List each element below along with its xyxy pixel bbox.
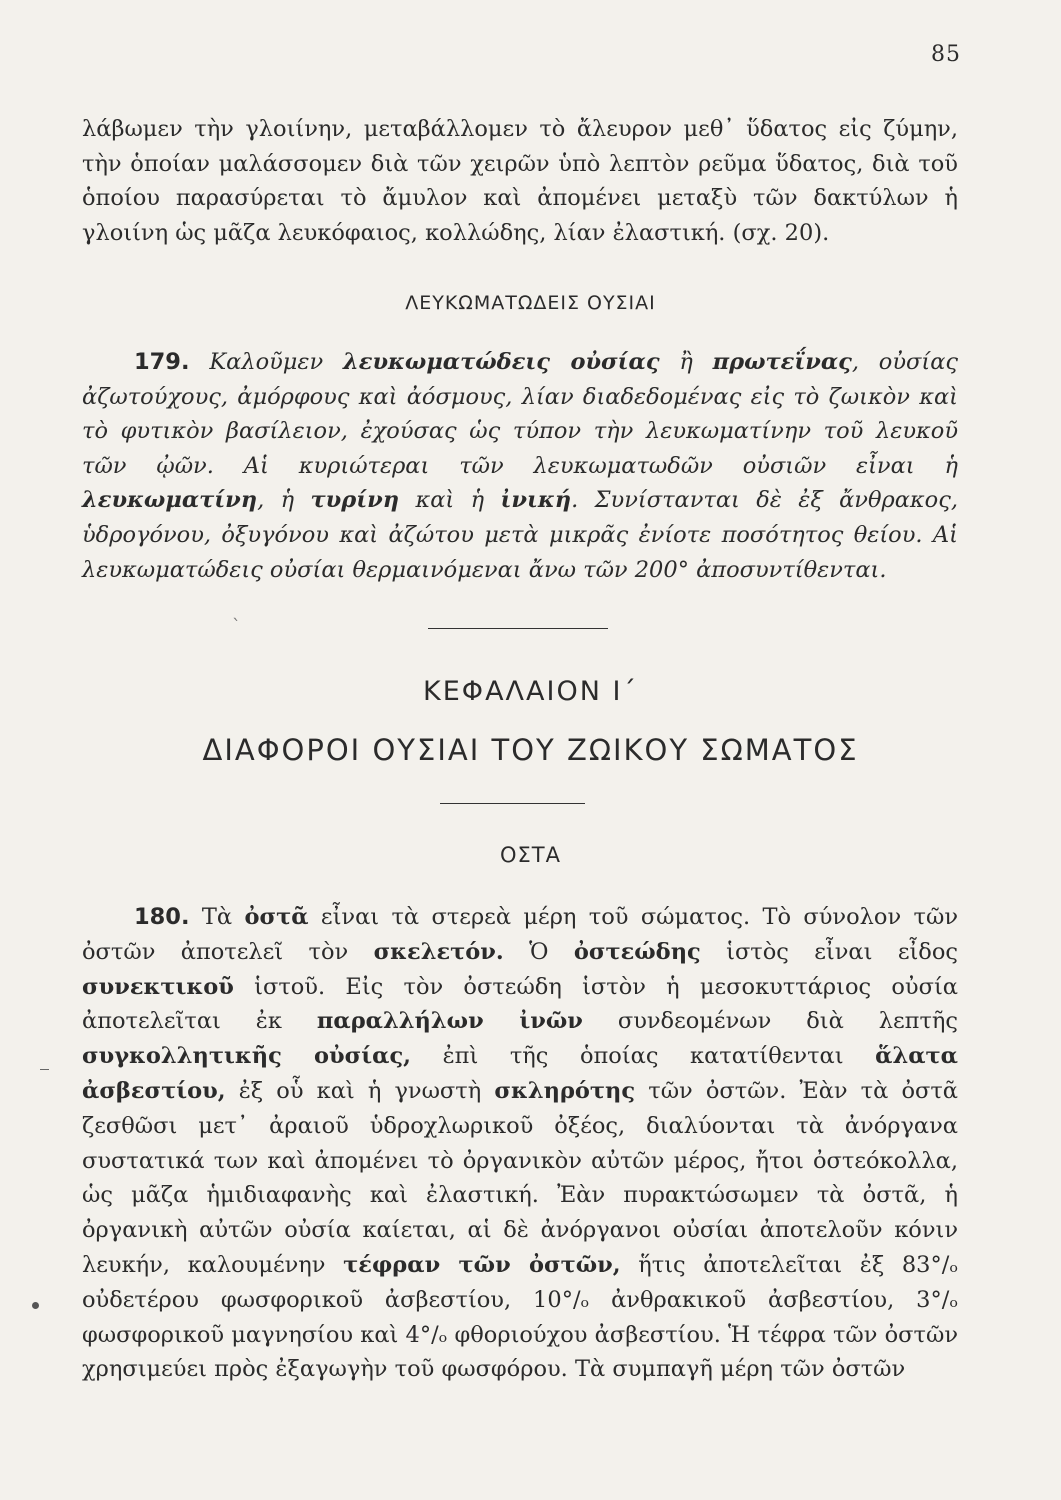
bold-term: τυρίνη bbox=[310, 487, 400, 514]
text-run: , ἡ bbox=[257, 487, 311, 514]
margin-dot-mark bbox=[32, 1302, 39, 1309]
text-run: Ὁ bbox=[503, 938, 574, 965]
section-number-180: 180. bbox=[134, 904, 190, 930]
bold-term: σκελετόν. bbox=[373, 938, 504, 965]
bold-term: ὀστᾶ bbox=[244, 904, 309, 930]
chapter-label: ΚΕΦΑΛΑΙΟΝ Ι΄ bbox=[423, 676, 638, 707]
section-number-179: 179. bbox=[134, 349, 190, 375]
text-run: ἐξ οὗ καὶ ἡ γνωστὴ bbox=[225, 1077, 495, 1104]
bold-term: ἰνική bbox=[500, 487, 572, 514]
paragraph-180 bbox=[82, 900, 958, 1387]
bold-term: συγκολλητικῆς οὐσίας, bbox=[82, 1043, 411, 1070]
paragraph-179 bbox=[82, 345, 958, 587]
stray-mark: ˋ bbox=[232, 616, 241, 637]
text-run: συνδεομένων διὰ λεπτῆς bbox=[582, 1008, 959, 1035]
bold-term: λευκωματώδεις οὐσίας bbox=[342, 349, 660, 375]
text-run: ἐπὶ τῆς ὁποίας κατατίθενται bbox=[411, 1043, 876, 1070]
chapter-title: ΔΙΑΦΟΡΟΙ ΟΥΣΙΑΙ ΤΟΥ ΖΩΙΚΟΥ ΣΩΜΑΤΟΣ bbox=[202, 733, 859, 767]
section-heading-bones: ΟΣΤΑ bbox=[500, 843, 561, 867]
text-run: ἢ bbox=[659, 349, 713, 375]
intro-paragraph: λάβωμεν τὴν γλοιίνην, μεταβάλλομεν τὸ ἄλευρον μεθ᾽ ὕδατος εἰς ζύμην, τὴν ὁποίαν μαλάσσομεν διὰ τῶν χειρῶν ὑπὸ λεπτὸν ρεῦμα ὕδατος, διὰ τοῦ ὁποίου παρασύρεται τὸ ἄμυλον καὶ ἀπομένει μεταξὺ τῶν δακτύλων ἡ γλοιίνη ὡς μᾶζα λευκόφαιος, κολλώδης, λίαν ἐλαστική. (σχ. 20). bbox=[82, 116, 958, 246]
text-run: καὶ ἡ bbox=[399, 487, 501, 514]
text-run: εἶναι τὰ στερεὰ μέρη τοῦ σώματος. Τὸ σύνολον τῶν ὀστῶν ἀποτελεῖ τὸν bbox=[82, 904, 958, 965]
divider-rule-bottom bbox=[440, 803, 585, 804]
bold-term: τέφραν τῶν ὀστῶν, bbox=[343, 1251, 621, 1278]
text-run: Τὰ bbox=[189, 904, 245, 930]
section-heading-albuminoids: ΛΕΥΚΩΜΑΤΩΔΕΙΣ ΟΥΣΙΑΙ bbox=[405, 292, 656, 314]
bold-term: ὀστεώδης bbox=[573, 938, 701, 965]
bold-term: λευκωματίνη bbox=[82, 487, 258, 514]
text-run: Καλοῦμεν bbox=[189, 349, 343, 375]
text-run: , οὐσίας ἀζωτούχους, ἀμόρφους καὶ ἀόσμους, λίαν διαδεδομένας εἰς τὸ ζωικὸν καὶ τὸ φυτικὸν βασίλειον, ἐχούσας ὡς τύπον τὴν λευκωματίνην τοῦ λευκοῦ τῶν ᾠῶν. Αἱ κυριώτεραι τῶν λευκωματωδῶν οὐσιῶν εἶναι ἡ bbox=[82, 349, 958, 479]
text-run: ἥτις ἀποτελεῖται ἐξ 83°/ₒ οὐδετέρου φωσφορικοῦ ἀσβεστίου, 10°/ₒ ἀνθρακικοῦ ἀσβεστίου, 3°/ₒ φωσφορικοῦ μαγνησίου καὶ 4°/ₒ φθοριούχου ἀσβεστίου. Ἡ τέφρα τῶν ὀστῶν χρησιμεύει πρὸς ἐξαγωγὴν τοῦ φωσφόρου. Τὰ συμπαγῆ μέρη τῶν ὀστῶν bbox=[82, 1251, 958, 1383]
margin-dash-mark bbox=[40, 1069, 49, 1070]
page-number: 85 bbox=[931, 42, 961, 67]
text-run: ἱστοῦ. Εἰς τὸν ὀστεώδη ἱστὸν ἡ μεσοκυττάριος οὐσία ἀποτελεῖται ἐκ bbox=[82, 973, 958, 1035]
text-run: τῶν ὀστῶν. Ἐὰν τὰ ὀστᾶ ζεσθῶσι μετ᾽ ἀραιοῦ ὑδροχλωρικοῦ ὀξέος, διαλύονται τὰ ἀνόργανα συστατικά των καὶ ἀπομένει τὸ ὀργανικὸν αὐτῶν μέρος, ἤτοι ὀστεόκολλα, ὡς μᾶζα ἡμιδιαφανὴς καὶ ἐλαστική. Ἐὰν πυρακτώσωμεν τὰ ὀστᾶ, ἡ ὀργανικὴ αὐτῶν οὐσία καίεται, αἱ δὲ ἀνόργανοι οὐσίαι ἀποτελοῦν κόνιν λευκήν, καλουμένην bbox=[82, 1077, 958, 1278]
bold-term: πρωτεΐνας bbox=[712, 349, 852, 375]
text-run: . Συνίστανται δὲ ἐξ ἄνθρακος, ὑδρογόνου, ὀξυγόνου καὶ ἀζώτου μετὰ μικρᾶς ἐνίοτε ποσότητος θείου. Αἱ λευκωματώδεις οὐσίαι θερμαινόμεναι ἄνω τῶν 200° ἀποσυντίθενται. bbox=[82, 487, 958, 583]
bold-term: συνεκτικοῦ bbox=[82, 973, 234, 1000]
text-run: ἱστὸς εἶναι εἶδος bbox=[700, 938, 959, 965]
divider-rule-top bbox=[428, 628, 608, 629]
bold-term: ἅλατα ἀσβεστίου, bbox=[82, 1043, 958, 1104]
bold-term: παραλλήλων ἰνῶν bbox=[316, 1008, 583, 1035]
bold-term: σκληρότης bbox=[494, 1077, 636, 1104]
